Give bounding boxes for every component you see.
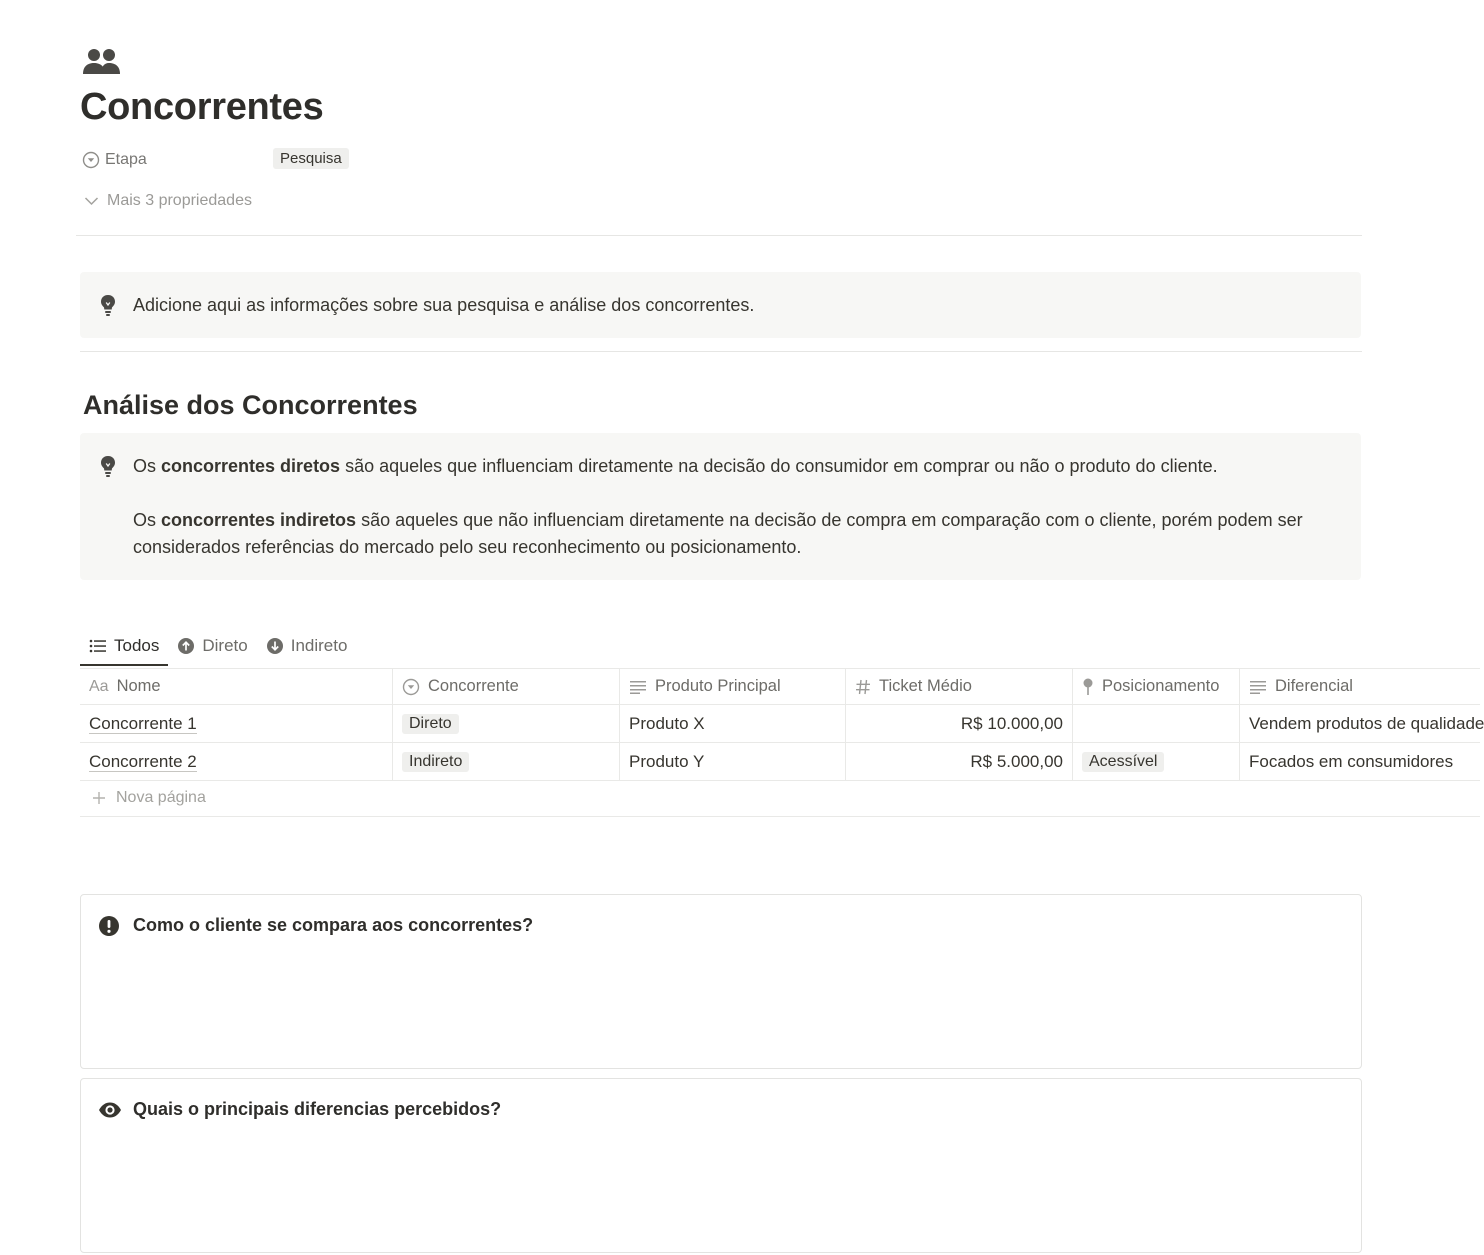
section-heading[interactable]: Análise dos Concorrentes xyxy=(83,390,418,420)
table-row[interactable] xyxy=(80,705,1484,743)
text-lines-icon xyxy=(1249,680,1267,694)
bold-term: concorrentes diretos xyxy=(161,456,341,476)
property-etapa[interactable] xyxy=(82,148,147,172)
tab-label: Direto xyxy=(202,636,248,655)
text-aa-icon: Aa xyxy=(89,677,109,695)
divider xyxy=(80,351,1362,352)
page-link[interactable]: Concorrente 2 xyxy=(89,751,197,771)
text-segment: Os xyxy=(133,510,162,530)
cell-nome[interactable] xyxy=(80,705,393,742)
text-segment: Os xyxy=(133,456,162,476)
table-header xyxy=(80,668,1480,705)
cell-produto[interactable]: Produto Y xyxy=(620,743,846,780)
people-icon[interactable] xyxy=(82,46,122,78)
column-header-concorrente[interactable] xyxy=(393,669,620,704)
tab-label: Todos xyxy=(114,636,160,655)
tab-direto[interactable] xyxy=(168,628,256,664)
chevron-down-icon xyxy=(84,196,99,206)
column-header-posicionamento[interactable] xyxy=(1073,669,1240,704)
select-icon xyxy=(82,151,100,169)
cell-concorrente[interactable] xyxy=(393,743,620,780)
property-value-tag[interactable]: Pesquisa xyxy=(273,148,349,169)
page-title[interactable]: Concorrentes xyxy=(80,86,324,128)
arrow-down-circle-icon xyxy=(266,637,284,655)
more-properties-label: Mais 3 propriedades xyxy=(107,192,252,209)
view-tabs xyxy=(80,628,356,668)
cell-ticket[interactable]: R$ 10.000,00 xyxy=(846,705,1073,742)
new-page-label: Nova página xyxy=(116,788,206,806)
question-box[interactable] xyxy=(80,894,1362,1069)
column-header-nome[interactable] xyxy=(80,669,393,704)
number-hash-icon xyxy=(855,679,871,695)
column-label: Diferencial xyxy=(1275,677,1353,695)
tab-indireto[interactable] xyxy=(257,628,357,664)
text-segment: são aqueles que não influenciam diretamente na decisão de compra em comparação com o cliente, porém podem ser considerados referências do mercado pelo seu reconhecimento ou posicionamento. xyxy=(133,510,1303,557)
text-segment: são aqueles que influenciam diretamente na decisão do consumidor em comprar ou não o produto do cliente. xyxy=(340,456,1218,476)
analysis-callout xyxy=(80,433,1361,580)
cell-diferencial[interactable]: Focados em consumidores xyxy=(1249,751,1454,771)
cell-posicionamento[interactable] xyxy=(1073,743,1240,780)
cell-concorrente[interactable] xyxy=(393,705,620,742)
column-label: Ticket Médio xyxy=(879,677,972,695)
question-title: Como o cliente se compara aos concorrentes? xyxy=(133,915,534,935)
lightbulb-icon xyxy=(98,454,118,478)
table-row[interactable] xyxy=(80,743,1480,781)
eye-icon xyxy=(98,1099,120,1121)
column-label: Nome xyxy=(116,677,161,695)
tab-label: Indireto xyxy=(290,636,348,655)
question-box[interactable] xyxy=(80,1078,1362,1253)
lightbulb-icon xyxy=(98,293,118,317)
text-lines-icon xyxy=(629,680,647,694)
intro-callout xyxy=(80,272,1361,338)
pin-icon xyxy=(1082,678,1094,696)
list-icon xyxy=(89,638,107,654)
plus-icon xyxy=(92,791,106,805)
column-header-diferencial[interactable] xyxy=(1240,669,1480,704)
new-page-button[interactable] xyxy=(80,779,1480,817)
bold-term: concorrentes indiretos xyxy=(161,510,357,530)
competitors-table xyxy=(80,668,1484,781)
column-label: Produto Principal xyxy=(655,677,781,695)
column-label: Concorrente xyxy=(428,677,519,695)
callout-paragraph-indirect xyxy=(133,507,1331,561)
select-tag: Acessível xyxy=(1082,752,1164,772)
divider xyxy=(76,235,1362,236)
column-header-ticket[interactable] xyxy=(846,669,1073,704)
exclamation-circle-icon xyxy=(98,915,120,937)
page-link[interactable]: Concorrente 1 xyxy=(89,713,197,733)
cell-produto[interactable]: Produto X xyxy=(620,705,846,742)
column-label: Posicionamento xyxy=(1102,677,1220,695)
cell-ticket[interactable]: R$ 5.000,00 xyxy=(846,743,1073,780)
select-icon xyxy=(402,678,420,696)
callout-paragraph-direct xyxy=(133,453,1331,480)
select-tag: Direto xyxy=(402,714,459,734)
cell-nome[interactable] xyxy=(80,743,393,780)
question-title: Quais o principais diferencias percebidos? xyxy=(133,1099,502,1119)
property-label: Etapa xyxy=(105,151,147,168)
column-header-produto[interactable] xyxy=(620,669,846,704)
tab-todos[interactable] xyxy=(80,628,168,666)
arrow-up-circle-icon xyxy=(177,637,195,655)
select-tag: Indireto xyxy=(402,752,469,772)
intro-callout-text: Adicione aqui as informações sobre sua pesquisa e análise dos concorrentes. xyxy=(133,295,755,315)
more-properties-toggle[interactable] xyxy=(84,192,252,210)
cell-posicionamento[interactable] xyxy=(1073,705,1240,742)
cell-diferencial[interactable]: Vendem produtos de qualidade xyxy=(1249,713,1484,733)
